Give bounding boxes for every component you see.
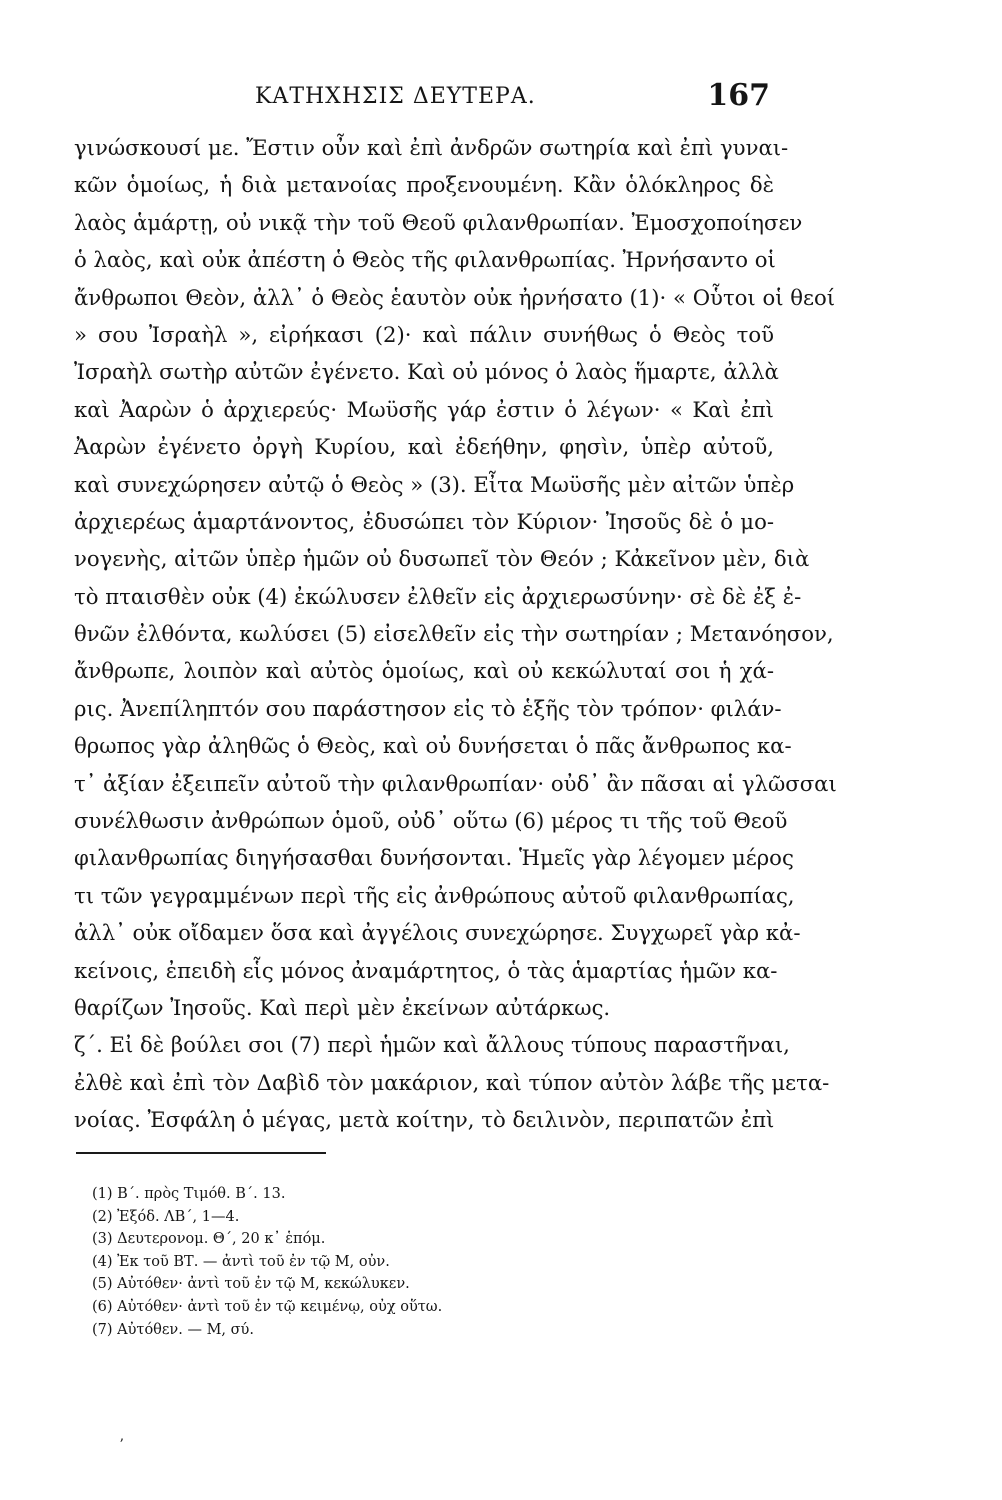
text-line: Ἀαρὼν ἐγένετο ὀργὴ Κυρίου, καὶ ἐδεήθην, φησὶν, ὑπὲρ αὐτοῦ,: [74, 434, 774, 460]
text-line: ἐλθὲ καὶ ἐπὶ τὸν Δαβὶδ τὸν μακάριον, καὶ τύπον αὐτὸν λάβε τῆς μετα-: [74, 1069, 830, 1095]
text-line: κῶν ὁμοίως, ἡ διὰ μετανοίας προξενουμένη. Κἂν ὁλόκληρος δὲ: [74, 172, 774, 198]
text-line: ἄνθρωπε, λοιπὸν καὶ αὐτὸς ὁμοίως, καὶ οὐ κεκώλυταί σοι ἡ χά-: [74, 658, 774, 684]
text-line: φιλανθρωπίας διηγήσασθαι δυνήσονται. Ἡμεῖς γὰρ λέγομεν μέρος: [74, 845, 794, 871]
footnote: (4) Ἐκ τοῦ ΒΤ. — ἀντὶ τοῦ ἐν τῷ Μ, οὐν.: [92, 1253, 390, 1270]
text-line: λαὸς ἁμάρτῃ, οὐ νικᾷ τὴν τοῦ Θεοῦ φιλανθρωπίαν. Ἐμοσχοποίησεν: [74, 209, 803, 235]
footnote: (1) Β΄. πρὸς Τιμόθ. Β΄. 13.: [92, 1186, 286, 1202]
text-line: θρωπος γὰρ ἀληθῶς ὁ Θεὸς, καὶ οὐ δυνήσεται ὁ πᾶς ἄνθρωπος κα-: [74, 733, 792, 759]
text-line: τ᾽ ἀξίαν ἐξειπεῖν αὐτοῦ τὴν φιλανθρωπίαν· οὐδ᾽ ἂν πᾶσαι αἱ γλῶσσαι: [74, 770, 837, 796]
footnote: (5) Αὐτόθεν· ἀντὶ τοῦ ἐν τῷ Μ, κεκώλυκεν.: [92, 1276, 410, 1293]
text-line: τι τῶν γεγραμμένων περὶ τῆς εἰς ἀνθρώπους αὐτοῦ φιλανθρωπίας,: [74, 882, 795, 908]
text-line: συνέλθωσιν ἀνθρώπων ὁμοῦ, οὐδ᾽ οὕτω (6) μέρος τι τῆς τοῦ Θεοῦ: [74, 808, 788, 834]
text-line: ἀλλ᾽ οὐκ οἴδαμεν ὅσα καὶ ἀγγέλοις συνεχώρησε. Συγχωρεῖ γὰρ κἀ-: [74, 920, 801, 946]
footnote: (7) Αὐτόθεν. — Μ, σύ.: [92, 1321, 254, 1338]
text-line: κείνοις, ἐπειδὴ εἷς μόνος ἀναμάρτητος, ὁ τὰς ἁμαρτίας ἡμῶν κα-: [74, 957, 778, 983]
page-header: [60, 76, 770, 116]
text-line: ἄνθρωποι Θεὸν, ἀλλ᾽ ὁ Θεὸς ἑαυτὸν οὐκ ἠρνήσατο (1)· « Οὗτοι οἱ θεοί: [74, 284, 836, 310]
text-line: » σου Ἰσραὴλ », εἰρήκασι (2)· καὶ πάλιν συνήθως ὁ Θεὸς τοῦ: [74, 321, 774, 347]
footnote: (2) Ἐξόδ. ΛΒ΄, 1—4.: [92, 1208, 240, 1225]
page-number: 167: [707, 78, 770, 113]
text-line: ἀρχιερέως ἁμαρτάνοντος, ἐδυσώπει τὸν Κύριον· Ἰησοῦς δὲ ὁ μο-: [74, 508, 774, 534]
bottom-mark: ʼ: [119, 1437, 124, 1453]
text-line: γινώσκουσί με. Ἔστιν οὖν καὶ ἐπὶ ἀνδρῶν σωτηρία καὶ ἐπὶ γυναι-: [74, 135, 789, 160]
text-line: νογενὴς, αἰτῶν ὑπὲρ ἡμῶν οὐ δυσωπεῖ τὸν Θεόν ; Κἀκεῖνον μὲν, διὰ: [74, 546, 810, 572]
running-title: ΚΑΤΗΧΗΣΙΣ ΔΕΥΤΕΡΑ.: [255, 84, 536, 109]
text-line: ζ΄. Εἰ δὲ βούλει σοι (7) περὶ ἡμῶν καὶ ἄλλους τύπους παραστῆναι,: [74, 1032, 790, 1058]
text-line: τὸ πταισθὲν οὐκ (4) ἐκώλυσεν ἐλθεῖν εἰς ἀρχιερωσύνην· σὲ δὲ ἐξ ἐ-: [74, 583, 802, 609]
text-line: θαρίζων Ἰησοῦς. Καὶ περὶ μὲν ἐκείνων αὐτάρκως.: [74, 994, 611, 1020]
text-line: ὁ λαὸς, καὶ οὐκ ἀπέστη ὁ Θεὸς τῆς φιλανθρωπίας. Ἠρνήσαντο οἱ: [74, 247, 776, 273]
text-line: καὶ Ἀαρὼν ὁ ἀρχιερεύς· Μωϋσῆς γάρ ἐστιν ὁ λέγων· « Καὶ ἐπὶ: [74, 396, 774, 422]
footnotes: [92, 1183, 442, 1341]
footnote: (3) Δευτερονομ. Θ΄, 20 κ᾽ ἑπόμ.: [92, 1231, 326, 1248]
footnote-rule: [76, 1152, 326, 1154]
text-line: Ἰσραὴλ σωτὴρ αὐτῶν ἐγένετο. Καὶ οὐ μόνος ὁ λαὸς ἥμαρτε, ἀλλὰ: [74, 359, 779, 385]
text-line: ρις. Ἀνεπίληπτόν σου παράστησον εἰς τὸ ἑξῆς τὸν τρόπον· φιλάν-: [74, 695, 782, 721]
text-line: θνῶν ἐλθόντα, κωλύσει (5) εἰσελθεῖν εἰς τὴν σωτηρίαν ; Μετανόησον,: [74, 621, 834, 647]
footnote: (6) Αὐτόθεν· ἀντὶ τοῦ ἐν τῷ κειμένῳ, οὐχ οὕτω.: [92, 1298, 443, 1315]
text-line: νοίας. Ἐσφάλη ὁ μέγας, μετὰ κοίτην, τὸ δειλινὸν, περιπατῶν ἐπὶ: [74, 1107, 775, 1133]
body-text: [74, 129, 837, 1139]
text-line: καὶ συνεχώρησεν αὐτῷ ὁ Θεὸς » (3). Εἶτα Μωϋσῆς μὲν αἰτῶν ὑπὲρ: [74, 471, 795, 497]
